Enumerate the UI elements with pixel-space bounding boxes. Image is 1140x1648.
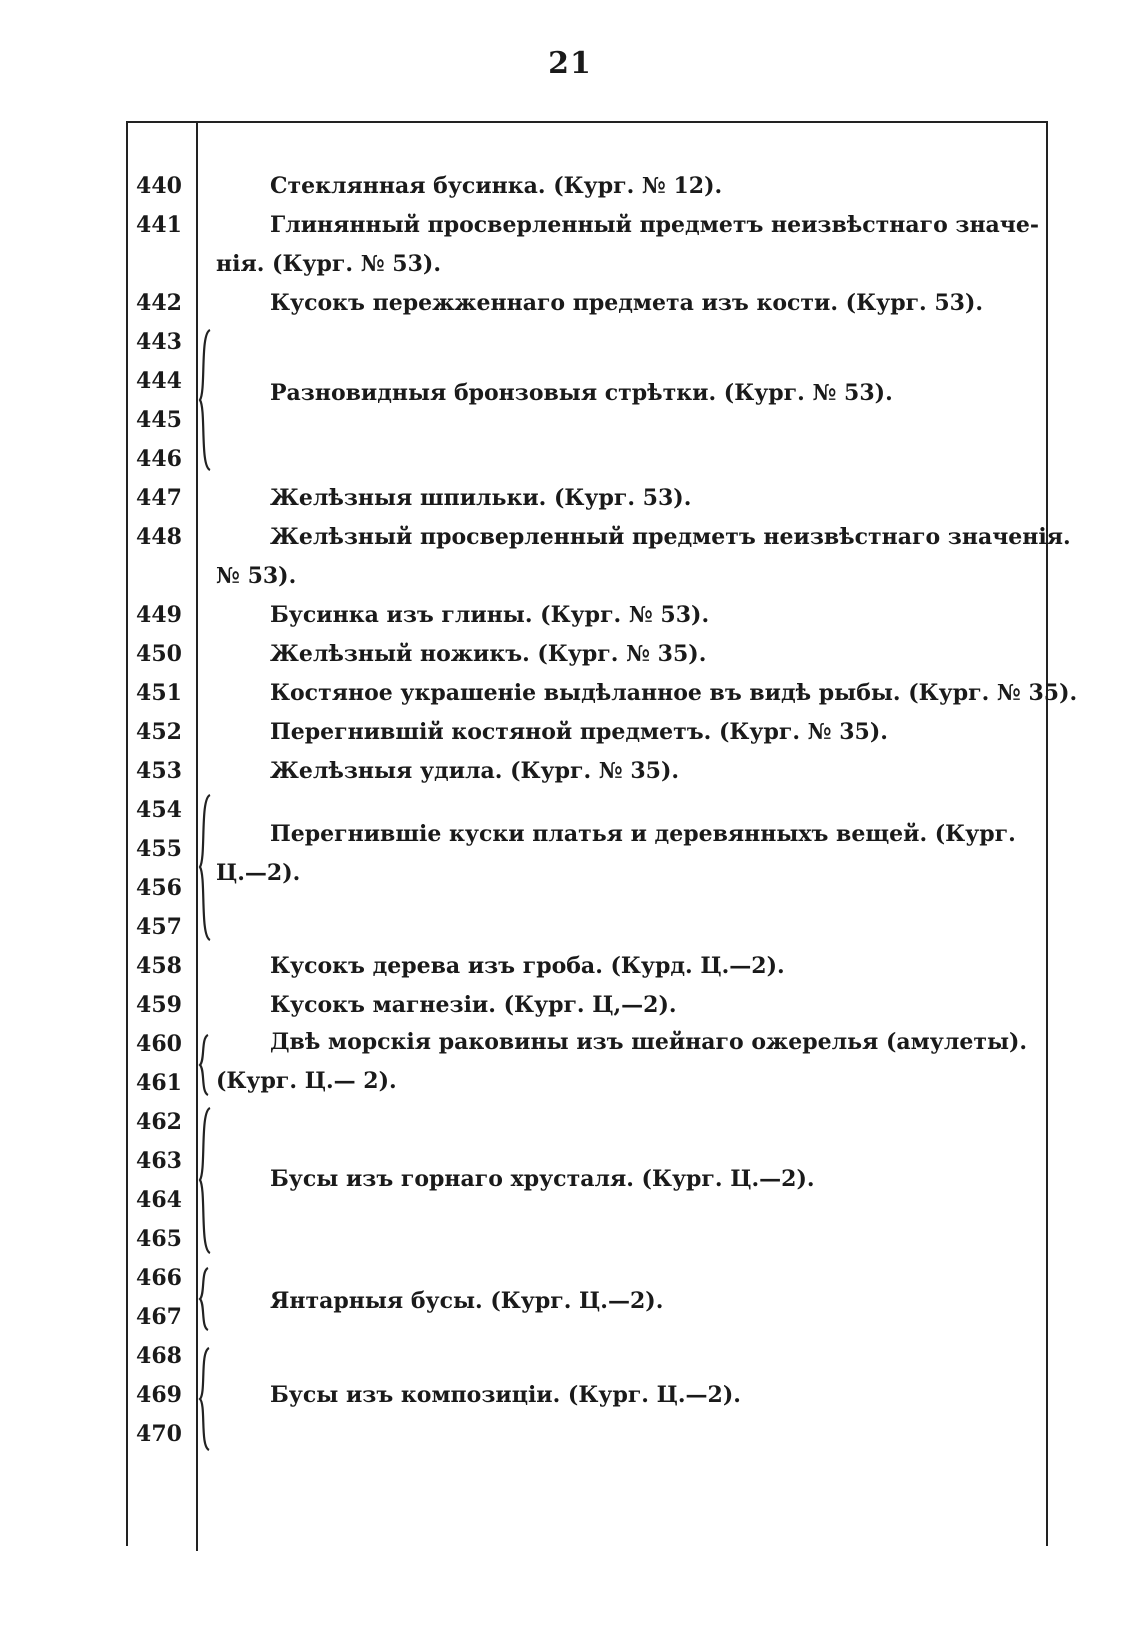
- catalog-number: 457: [136, 914, 182, 940]
- entry-description: Бусы изъ композиціи. (Кург. Ц.—2).: [270, 1382, 741, 1408]
- entry-description: Бусы изъ горнаго хрусталя. (Кург. Ц.—2).: [270, 1166, 815, 1192]
- catalog-number: 452: [136, 719, 182, 745]
- catalog-number: 442: [136, 290, 182, 316]
- group-brace: [198, 1035, 216, 1095]
- catalog-number: 456: [136, 875, 182, 901]
- catalog-number: 458: [136, 953, 182, 979]
- catalog-number: 466: [136, 1265, 182, 1291]
- catalog-number: 467: [136, 1304, 182, 1330]
- catalog-number: 453: [136, 758, 182, 784]
- catalog-number: 447: [136, 485, 182, 511]
- entry-description-continued: № 53).: [216, 563, 297, 589]
- entry-description: Двѣ морскія раковины изъ шейнаго ожерелья (амулеты).: [270, 1029, 1028, 1055]
- catalog-number: 446: [136, 446, 182, 472]
- catalog-number: 463: [136, 1148, 182, 1174]
- catalog-number: 449: [136, 602, 182, 628]
- entry-description: Кусокъ магнезіи. (Кург. Ц,—2).: [270, 992, 677, 1018]
- catalog-number: 455: [136, 836, 182, 862]
- catalog-number: 464: [136, 1187, 182, 1213]
- entry-description-continued: нія. (Кург. № 53).: [216, 251, 441, 277]
- entry-description: Кусокъ дерева изъ гроба. (Курд. Ц.—2).: [270, 953, 785, 979]
- entry-description: Желѣзныя шпильки. (Кург. 53).: [270, 485, 692, 511]
- table-right-rule: [1046, 121, 1048, 1546]
- catalog-number: 454: [136, 797, 182, 823]
- group-brace: [198, 1348, 216, 1450]
- catalog-number: 448: [136, 524, 182, 550]
- catalog-number: 443: [136, 329, 182, 355]
- catalog-number: 451: [136, 680, 182, 706]
- entry-description: Бусинка изъ глины. (Кург. № 53).: [270, 602, 710, 628]
- catalog-number: 444: [136, 368, 182, 394]
- catalog-number: 441: [136, 212, 182, 238]
- catalog-number: 470: [136, 1421, 182, 1447]
- entry-description: Желѣзныя удила. (Кург. № 35).: [270, 758, 680, 784]
- group-brace: [198, 330, 216, 470]
- catalog-number: 468: [136, 1343, 182, 1369]
- catalog-number: 462: [136, 1109, 182, 1135]
- catalog-number: 450: [136, 641, 182, 667]
- entry-description: Желѣзный просверленный предметъ неизвѣстнаго значенія.: [270, 524, 1071, 550]
- page-number: 21: [548, 46, 592, 81]
- table-top-rule: [126, 121, 1046, 123]
- entry-description: Костяное украшеніе выдѣланное въ видѣ рыбы. (Кург. № 35).: [270, 680, 1078, 706]
- catalog-number: 445: [136, 407, 182, 433]
- group-brace: [198, 1108, 216, 1253]
- catalog-number: 460: [136, 1031, 182, 1057]
- group-brace: [198, 1268, 216, 1330]
- entry-description: Желѣзный ножикъ. (Кург. № 35).: [270, 641, 707, 667]
- entry-description: Янтарныя бусы. (Кург. Ц.—2).: [270, 1288, 664, 1314]
- group-brace: [198, 795, 216, 940]
- entry-description: Разновидныя бронзовыя стрѣтки. (Кург. № 53).: [270, 380, 893, 406]
- entry-description: Перегнившіе куски платья и деревянныхъ вещей. (Кург.: [270, 821, 1016, 847]
- entry-description: Стеклянная бусинка. (Кург. № 12).: [270, 173, 723, 199]
- catalog-number: 469: [136, 1382, 182, 1408]
- catalog-number: 440: [136, 173, 182, 199]
- catalog-number: 459: [136, 992, 182, 1018]
- catalog-number: 465: [136, 1226, 182, 1252]
- entry-description: Глинянный просверленный предметъ неизвѣстнаго значе-: [270, 212, 1040, 238]
- entry-description: Кусокъ пережженнаго предмета изъ кости. (Кург. 53).: [270, 290, 984, 316]
- catalog-number: 461: [136, 1070, 182, 1096]
- entry-description-continued: (Кург. Ц.— 2).: [216, 1068, 397, 1094]
- entry-description: Перегнившій костяной предметъ. (Кург. № 35).: [270, 719, 888, 745]
- entry-description-continued: Ц.—2).: [216, 860, 301, 886]
